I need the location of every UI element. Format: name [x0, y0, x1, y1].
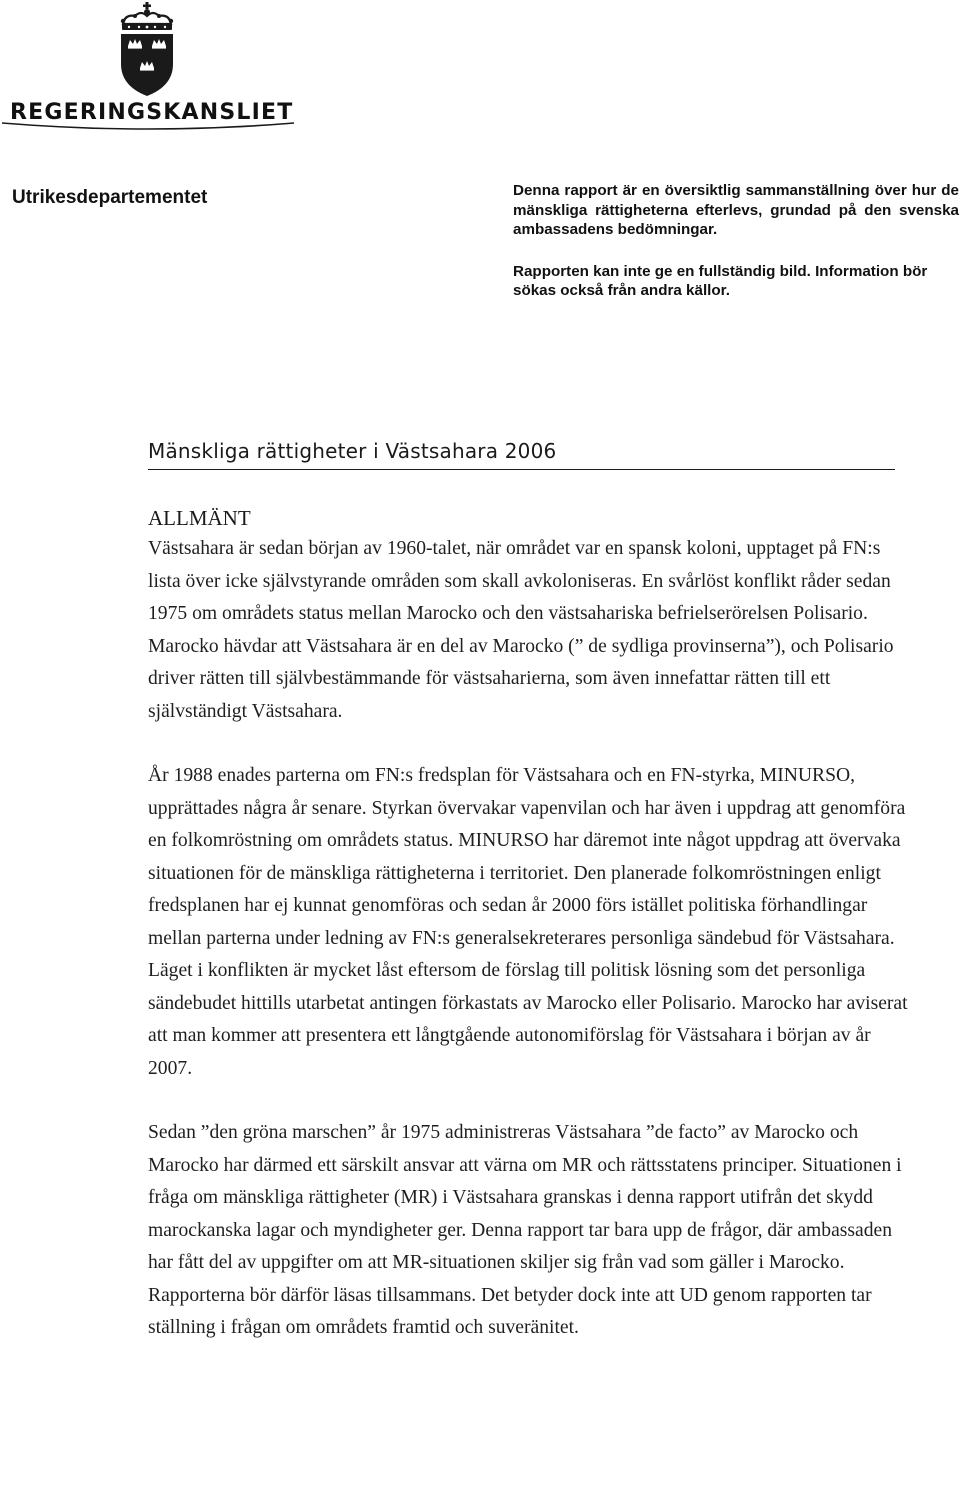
crown-shield-emblem-icon [111, 2, 183, 98]
body-paragraph: År 1988 enades parterna om FN:s fredsplan för Västsahara och en FN-styrka, MINURSO, upprättades några år senare. Styrkan övervakar vapenvilan och har även i uppdrag att genomföra en folkomröstning om områdets status. MINURSO har däremot inte något uppdrag att övervaka situationen för de mänskliga rättigheterna i territoriet. Den planerade folkomröstningen enligt fredsplanen har ej kunnat genomföras och sedan år 2000 förs istället politiska förhandlingar mellan parterna under ledning av FN:s generalsekreterares personliga sändebud för Västsahara. Läget i konflikten är mycket låst eftersom de förslag till politisk lösning som det personliga sändebudet hittills utarbetat antingen förkastats av Marocko eller Polisario. Marocko har aviserat att man kommer att presentera ett långtgående autonomiförslag för Västsahara i början av år 2007. [148, 765, 908, 1079]
disclaimer-paragraph: Rapporten kan inte ge en fullständig bild. Information bör sökas också från andra källor. [513, 262, 928, 299]
regeringskansliet-logo [0, 0, 300, 130]
body-paragraph: Västsahara är sedan början av 1960-talet, när området var en spansk koloni, upptaget på FN:s lista över icke självstyrande områden som skall avkoloniseras. En svårlöst konflikt råder sedan 1975 om områdets status mellan Marocko och den västsahariska befrielserörelsen Polisario. Marocko hävdar att Västsahara är en del av Marocko (” de sydliga provinserna”), och Polisario driver rätten till självbestämmande för västsaharierna, som även innefattar rätten till ett självständigt Västsahara. [148, 538, 894, 722]
report-title: Mänskliga rättigheter i Västsahara 2006 [148, 439, 895, 470]
disclaimer-paragraph: Denna rapport är en översiktlig sammanställning över hur de mänskliga rättigheterna efterlevs, grundad på den svenska ambassadens bedömningar. [513, 182, 959, 238]
document-body [148, 503, 908, 1345]
section-heading: ALLMÄNT [148, 506, 251, 530]
department-name: Utrikesdepartementet [12, 187, 208, 208]
logo-underline [0, 121, 296, 135]
logo-text: REGERINGSKANSLIET [10, 100, 294, 125]
body-paragraph: Sedan ”den gröna marschen” år 1975 administreras Västsahara ”de facto” av Marocko och Marocko har därmed ett särskilt ansvar att värna om MR och rättsstatens principer. Situationen i fråga om mänskliga rättigheter (MR) i Västsahara granskas i denna rapport utifrån det skydd marockanska lagar och myndigheter ger. Denna rapport tar bara upp de frågor, där ambassaden har fått del av uppgifter om att MR-situationen skiljer sig från vad som gäller i Marocko. Rapporterna bör därför läsas tillsammans. Det betyder dock inte att UD genom rapporten tar ställning i frågan om områdets framtid och suveränitet. [148, 1122, 902, 1338]
disclaimer-box [513, 181, 959, 301]
